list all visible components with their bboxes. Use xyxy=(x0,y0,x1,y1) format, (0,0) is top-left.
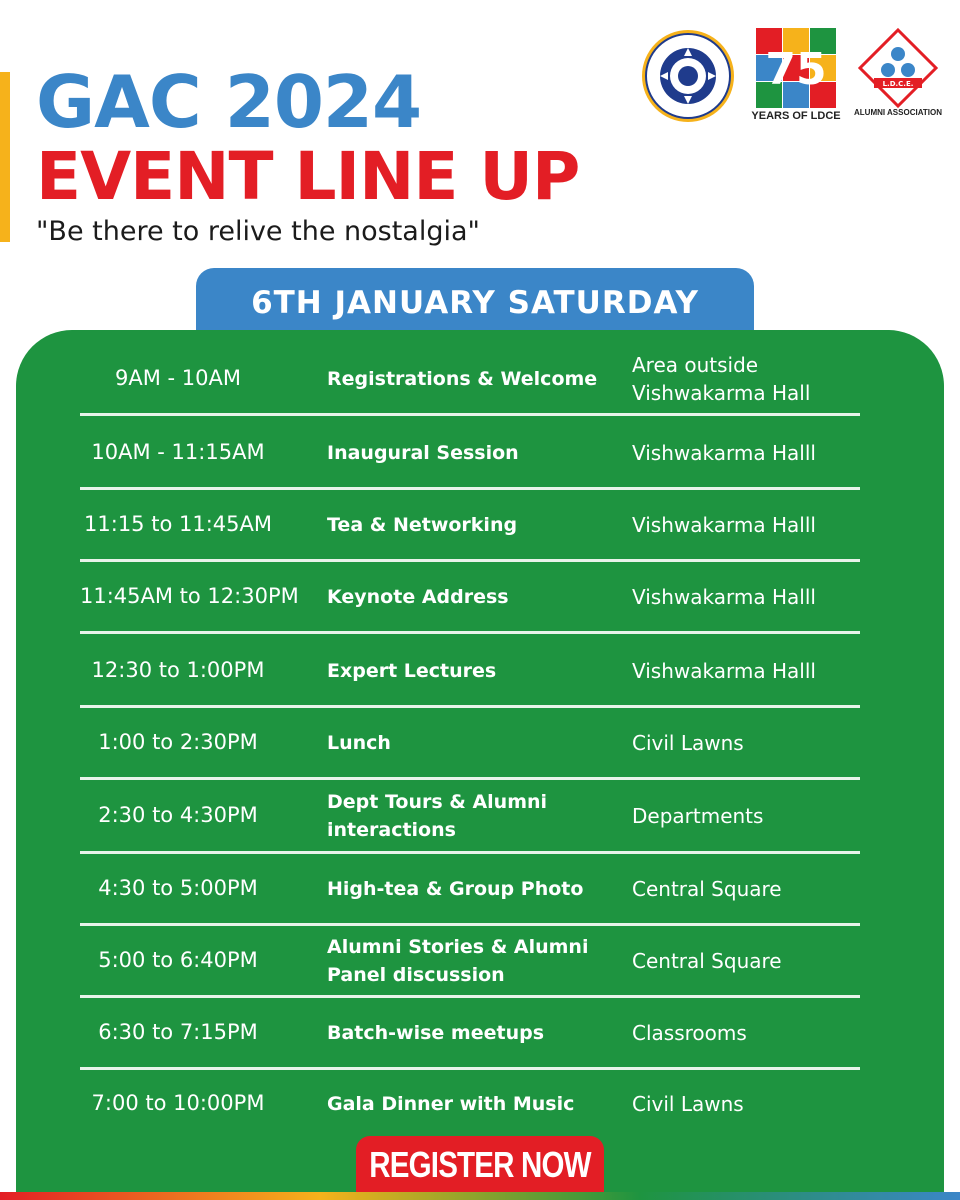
logo-strip xyxy=(640,28,940,128)
schedule-venue: Area outside Vishwakarma Hall xyxy=(632,353,811,405)
schedule-time: 4:30 to 5:00PM xyxy=(98,876,258,900)
accent-bar xyxy=(0,72,10,242)
schedule-time: 11:15 to 11:45AM xyxy=(84,512,272,536)
schedule-row xyxy=(80,926,860,998)
alumni-caption: ALUMNI ASSOCIATION xyxy=(854,108,942,117)
schedule-event: Batch-wise meetups xyxy=(327,1022,545,1044)
schedule-event: High-tea & Group Photo xyxy=(327,878,584,900)
schedule-event: Alumni Stories & Alumni Panel discussion xyxy=(327,936,589,986)
schedule-time: 12:30 to 1:00PM xyxy=(91,658,265,682)
schedule-event: Gala Dinner with Music xyxy=(327,1093,575,1115)
bottom-rainbow-bar xyxy=(0,1192,960,1200)
register-now-label: REGISTER NOW xyxy=(369,1144,591,1185)
page-title-lineup: EVENT LINE UP xyxy=(36,138,580,215)
schedule-row xyxy=(80,636,860,708)
schedule-time: 2:30 to 4:30PM xyxy=(98,803,258,827)
schedule-time: 5:00 to 6:40PM xyxy=(98,948,258,972)
alumni-diamond-icon xyxy=(858,28,938,108)
schedule-time: 11:45AM to 12:30PM xyxy=(80,584,299,608)
schedule-time: 1:00 to 2:30PM xyxy=(98,730,258,754)
alumni-letters: L.D.C.E. xyxy=(882,80,914,88)
schedule-event: Expert Lectures xyxy=(327,660,497,682)
tagline: "Be there to relive the nostalgia" xyxy=(36,216,480,247)
schedule-venue: Vishwakarma Halll xyxy=(632,441,816,465)
schedule-venue: Vishwakarma Halll xyxy=(632,513,816,537)
schedule-row xyxy=(80,1070,860,1137)
75-years-logo xyxy=(751,28,841,128)
schedule-time: 6:30 to 7:15PM xyxy=(98,1020,258,1044)
75-badge-icon xyxy=(756,28,836,108)
schedule-event: Inaugural Session xyxy=(327,442,519,464)
schedule-venue: Vishwakarma Halll xyxy=(632,659,816,683)
schedule-row xyxy=(80,344,860,416)
schedule-event: Dept Tours & Alumni interactions xyxy=(327,791,548,841)
schedule-venue: Classrooms xyxy=(632,1021,747,1045)
schedule-row xyxy=(80,854,860,926)
schedule-venue: Civil Lawns xyxy=(632,1092,744,1116)
schedule-row xyxy=(80,998,860,1070)
schedule-venue: Central Square xyxy=(632,877,782,901)
date-tab xyxy=(196,268,754,338)
schedule-time: 9AM - 10AM xyxy=(115,366,241,390)
date-label: 6TH JANUARY SATURDAY xyxy=(251,285,699,321)
schedule-venue: Departments xyxy=(632,804,764,828)
ldce-college-logo xyxy=(640,28,736,124)
schedule-event: Tea & Networking xyxy=(327,514,518,536)
schedule-venue: Vishwakarma Halll xyxy=(632,585,816,609)
schedule-time: 10AM - 11:15AM xyxy=(91,440,265,464)
schedule-venue: Central Square xyxy=(632,949,782,973)
75-number: 75 xyxy=(765,44,827,95)
schedule-row xyxy=(80,780,860,854)
years-caption: YEARS OF LDCE xyxy=(751,110,841,122)
register-now-button[interactable] xyxy=(356,1136,604,1194)
alumni-association-logo xyxy=(856,28,940,124)
schedule-event: Keynote Address xyxy=(327,586,509,608)
page-title-year: GAC 2024 xyxy=(36,60,422,144)
schedule-row xyxy=(80,562,860,634)
schedule-time: 7:00 to 10:00PM xyxy=(91,1091,265,1115)
schedule-venue: Civil Lawns xyxy=(632,731,744,755)
schedule-row xyxy=(80,708,860,780)
schedule-row xyxy=(80,418,860,490)
schedule-event: Registrations & Welcome xyxy=(327,368,598,390)
schedule-row xyxy=(80,490,860,562)
schedule-event: Lunch xyxy=(327,732,391,754)
